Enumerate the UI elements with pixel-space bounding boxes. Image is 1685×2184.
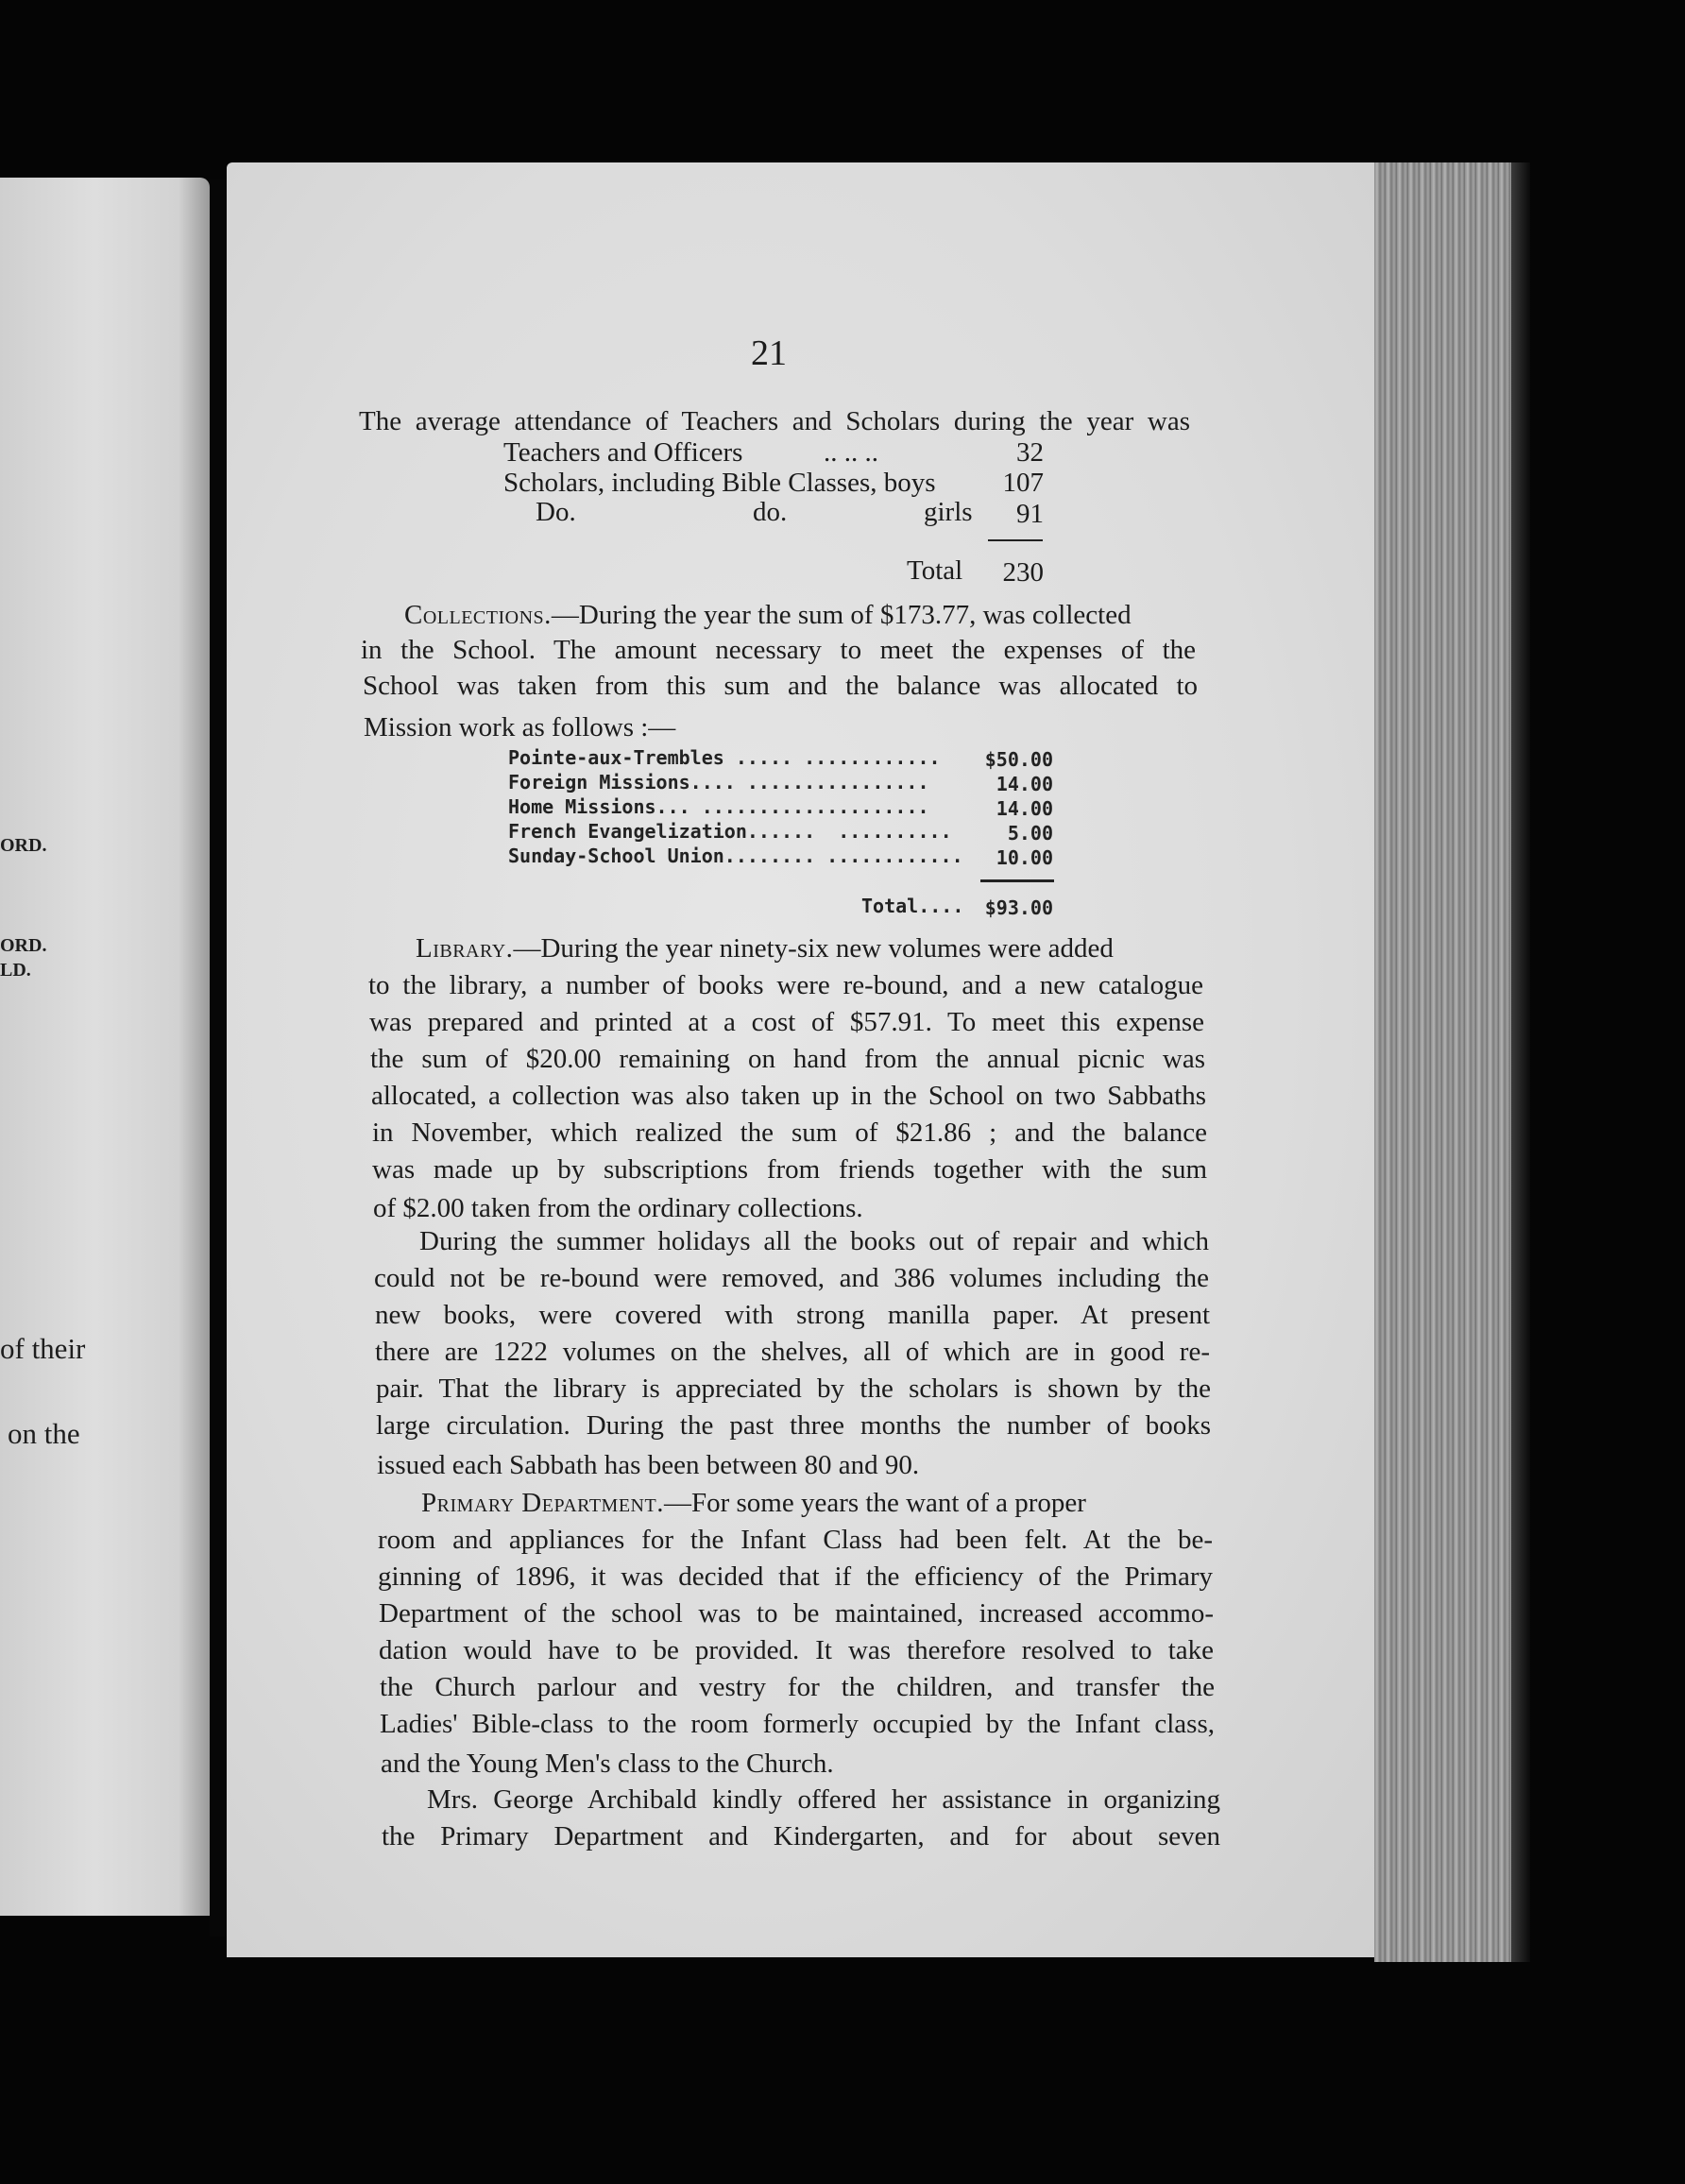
collections-item-leader: ........ ............ bbox=[723, 845, 975, 867]
left-fragment-5: on the bbox=[8, 1417, 80, 1450]
primary-line: Department of the school was to be maintained, increased accommo- bbox=[379, 1598, 1214, 1629]
primary-heading: Primary Department. bbox=[421, 1488, 664, 1518]
library-line: of $2.00 taken from the ordinary collections. bbox=[373, 1193, 863, 1223]
attendance-intro: The average attendance of Teachers and Scholars during the year was bbox=[359, 406, 1190, 436]
left-fragment-1: ORD. bbox=[0, 835, 47, 856]
library-para2-line: issued each Sabbath has been between 80 and 90. bbox=[377, 1450, 920, 1480]
collections-item-leader: ...... .......... bbox=[746, 820, 963, 843]
collections-line: Mission work as follows :— bbox=[364, 712, 676, 742]
library-para2-line: new books, were covered with strong manilla paper. At present bbox=[375, 1300, 1210, 1330]
collections-item bbox=[508, 773, 941, 792]
library-line: the sum of $20.00 remaining on hand from the annual picnic was bbox=[370, 1044, 1205, 1074]
attendance-row-value: 91 bbox=[1016, 499, 1044, 529]
collections-line: School was taken from this sum and the balance was allocated to bbox=[363, 671, 1198, 701]
collections-item-name: Pointe-aux-Trembles bbox=[508, 746, 724, 769]
library-para2-line: During the summer holidays all the books out of repair and which bbox=[419, 1226, 1209, 1256]
collections-item-amount: 10.00 bbox=[996, 846, 1053, 869]
primary-paragraph-first-line bbox=[421, 1490, 1086, 1517]
attendance-row-label: Teachers and Officers bbox=[503, 437, 743, 468]
library-line: allocated, a collection was also taken up in the School on two Sabbaths bbox=[371, 1081, 1206, 1111]
primary-line: dation would have to be provided. It was therefore resolved to take bbox=[379, 1635, 1214, 1665]
attendance-total-value: 230 bbox=[1002, 557, 1044, 588]
attendance-row-middle: do. bbox=[753, 497, 788, 527]
attendance-total-rule bbox=[988, 539, 1043, 541]
collections-item bbox=[508, 846, 975, 865]
collections-item bbox=[508, 748, 952, 767]
page-edges bbox=[1374, 162, 1516, 1962]
collections-item-name: Home Missions bbox=[508, 795, 656, 818]
collections-item-name: Sunday-School Union bbox=[508, 845, 724, 867]
collections-heading: Collections. bbox=[404, 600, 552, 630]
collections-item-leader: ..... ............ bbox=[723, 746, 952, 769]
primary-para2-line: the Primary Department and Kindergarten, and for about seven bbox=[382, 1821, 1220, 1851]
primary-line: the Church parlour and vestry for the children, and transfer the bbox=[380, 1672, 1215, 1702]
collections-line: —During the year the sum of $173.77, was collected bbox=[551, 600, 1132, 630]
library-para2-line: could not be re-bound were removed, and 386 volumes including the bbox=[374, 1263, 1209, 1293]
library-para2-line: there are 1222 volumes on the shelves, all of which are in good re- bbox=[375, 1337, 1210, 1367]
collections-item bbox=[508, 797, 941, 816]
primary-line: room and appliances for the Infant Class had been felt. At the be- bbox=[378, 1525, 1213, 1555]
collections-total-rule bbox=[980, 879, 1054, 882]
attendance-row-label: Do. bbox=[536, 497, 576, 527]
attendance-row-leader: .. .. .. bbox=[824, 437, 878, 468]
attendance-total-label: Total bbox=[907, 555, 963, 586]
attendance-row-label: Scholars, including Bible Classes, boys bbox=[503, 468, 936, 498]
library-line: was prepared and printed at a cost of $57.91. To meet this expense bbox=[369, 1007, 1204, 1037]
library-line: in November, which realized the sum of $21.86 ; and the balance bbox=[372, 1118, 1207, 1148]
primary-line: ginning of 1896, it was decided that if the efficiency of the Primary bbox=[378, 1561, 1213, 1592]
library-line: was made up by subscriptions from friends together with the sum bbox=[372, 1154, 1207, 1185]
collections-paragraph-first-line bbox=[404, 602, 1132, 629]
primary-line: —For some years the want of a proper bbox=[663, 1488, 1086, 1518]
primary-line: Ladies' Bible-class to the room formerly occupied by the Infant class, bbox=[380, 1709, 1215, 1739]
primary-line: and the Young Men's class to the Church. bbox=[381, 1749, 834, 1779]
collections-line: in the School. The amount necessary to meet the expenses of the bbox=[361, 635, 1196, 665]
primary-para2-line: Mrs. George Archibald kindly offered her assistance in organizing bbox=[427, 1784, 1220, 1815]
collections-item-amount: $50.00 bbox=[984, 748, 1053, 771]
library-paragraph-first-line bbox=[416, 935, 1114, 963]
library-para2-line: large circulation. During the past three months the number of books bbox=[376, 1410, 1211, 1441]
collections-item-name: French Evangelization bbox=[508, 820, 747, 843]
left-fragment-2: ORD. bbox=[0, 935, 47, 956]
collections-item-name: Foreign Missions bbox=[508, 771, 690, 793]
page-number: 21 bbox=[751, 333, 787, 373]
attendance-row-value: 32 bbox=[1016, 437, 1044, 468]
collections-item bbox=[508, 822, 963, 841]
collections-total-amount: $93.00 bbox=[984, 896, 1053, 919]
collections-total-label: Total.... bbox=[861, 895, 964, 917]
left-page-fragment bbox=[0, 178, 210, 1916]
collections-item-amount: 14.00 bbox=[996, 797, 1053, 820]
attendance-row-value: 107 bbox=[1002, 468, 1044, 498]
library-line: —During the year ninety-six new volumes were added bbox=[513, 933, 1114, 964]
collections-item-leader: ... .................... bbox=[655, 795, 941, 818]
library-line: to the library, a number of books were re-bound, and a new catalogue bbox=[368, 970, 1203, 1000]
page-edge-shadow bbox=[1511, 162, 1530, 1962]
library-para2-line: pair. That the library is appreciated by the scholars is shown by the bbox=[376, 1374, 1211, 1404]
library-heading: Library. bbox=[416, 933, 514, 964]
collections-item-amount: 14.00 bbox=[996, 773, 1053, 795]
collections-item-amount: 5.00 bbox=[1007, 822, 1053, 845]
collections-item-leader: .... ................ bbox=[689, 771, 941, 793]
left-fragment-3: LD. bbox=[0, 960, 31, 981]
book-gutter bbox=[210, 179, 227, 1937]
attendance-row-right-label: girls bbox=[924, 497, 973, 527]
left-fragment-4: of their bbox=[0, 1332, 86, 1365]
